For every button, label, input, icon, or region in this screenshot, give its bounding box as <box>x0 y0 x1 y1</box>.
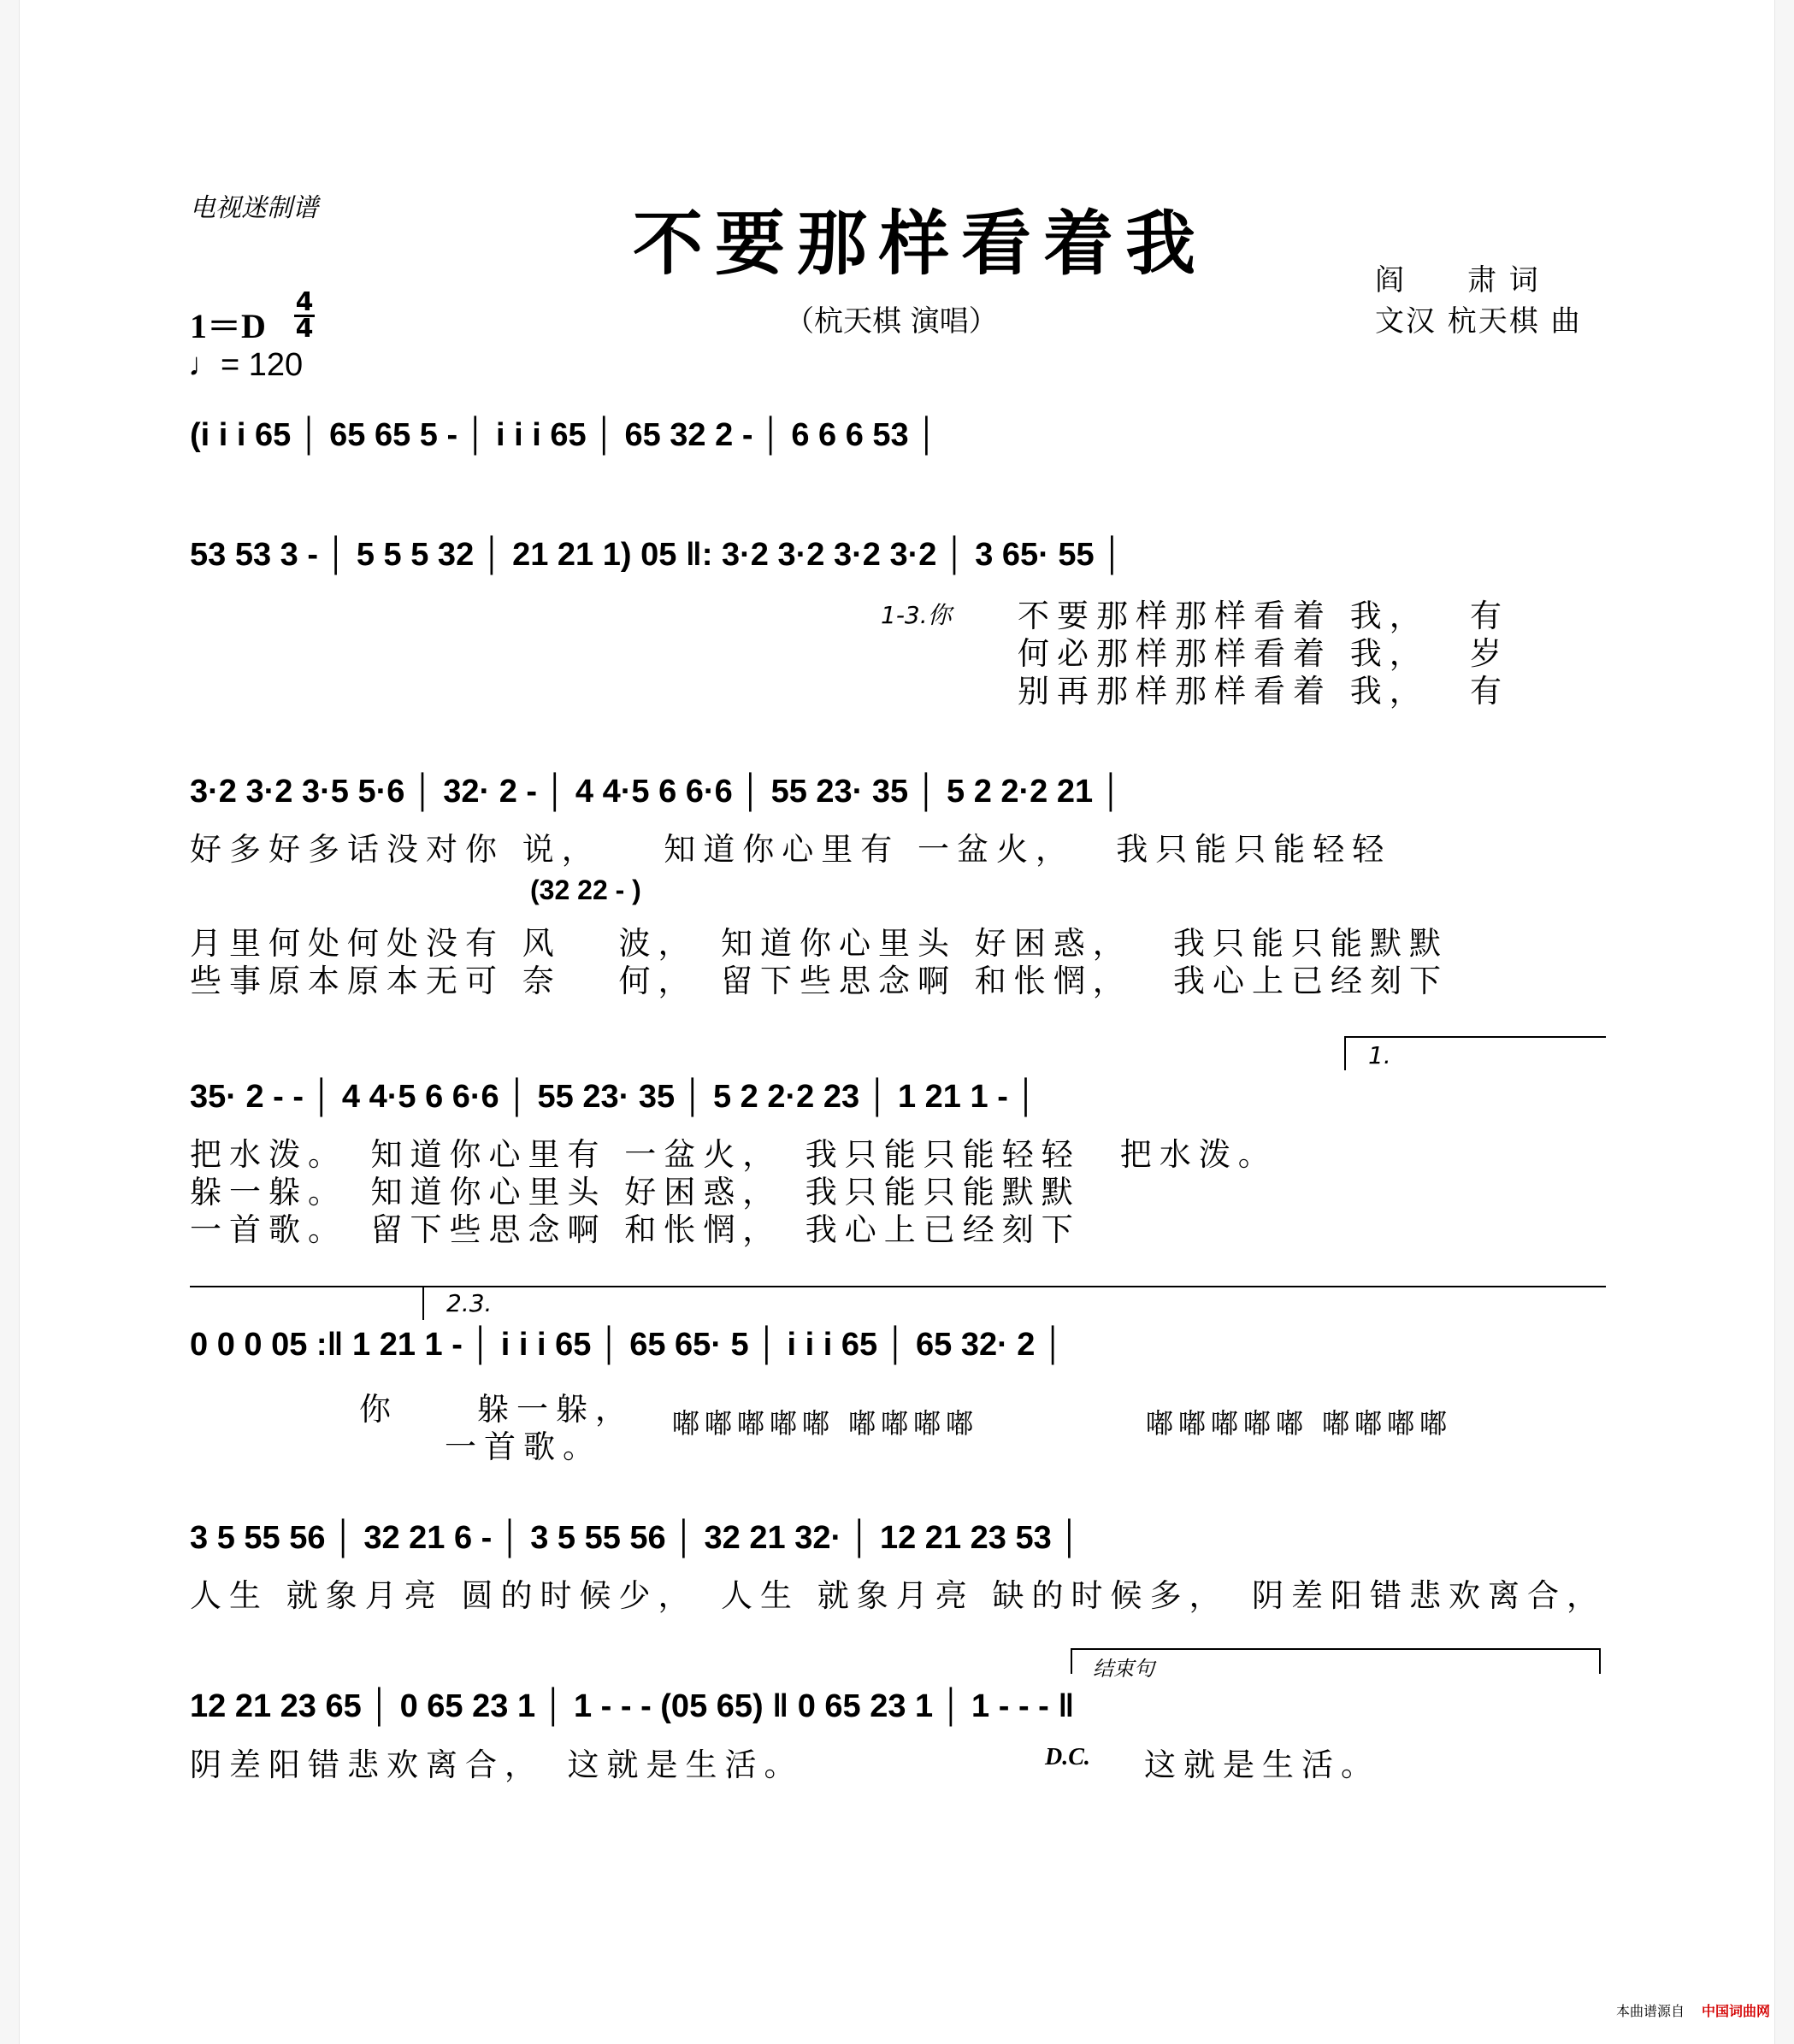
lyric-s4-line1: 把水泼。 知道你心里有 一盆火， 我只能只能轻轻 把水泼。 <box>190 1136 1278 1173</box>
score-maker: 电视迷制谱 <box>190 194 318 222</box>
staff-line-3: 3·2 3·2 3·5 5·6 │ 32· 2 - │ 4 4·5 6 6·6 │ 55 23· 35 │ 5 2 2·2 21 │ <box>190 774 1123 810</box>
verse-marker: 1-3.你 <box>881 601 952 629</box>
ending-bracket <box>1071 1648 1601 1650</box>
time-signature <box>294 287 315 344</box>
lyric-s4-line3: 一首歌。 留下些思念啊 和怅惘， 我心上已经刻下 <box>190 1211 1081 1248</box>
lyric-s5-line1: 你 躲一躲， <box>359 1391 634 1428</box>
key-signature: 1＝D <box>190 307 266 345</box>
staff-line-4: 35· 2 - - │ 4 4·5 6 6·6 │ 55 23· 35 │ 5 2 2·2 23 │ 1 21 1 - │ <box>190 1079 1038 1115</box>
volta-1-bracket-continued <box>190 1286 422 1287</box>
left-margin-strip <box>0 0 20 2044</box>
lyric-s5-du-1: 嘟嘟嘟嘟嘟 嘟嘟嘟嘟 <box>672 1407 979 1440</box>
volta-23-label: 2.3. <box>446 1289 493 1317</box>
lyric-s3-line1: 好多好多话没对你 说， 知道你心里有 一盆火， 我只能只能轻轻 <box>190 831 1392 868</box>
time-signature-bottom: 4 <box>295 314 314 344</box>
song-title: 不要那样看着我 <box>633 203 1208 285</box>
ending-label: 结束句 <box>1093 1657 1154 1681</box>
staff-line-2: 53 53 3 - │ 5 5 5 32 │ 21 21 1) 05 ‖: 3·2 3·2 3·2 3·2 │ 3 65· 55 │ <box>190 537 1124 573</box>
lyric-s5-du-2: 嘟嘟嘟嘟嘟 嘟嘟嘟嘟 <box>1146 1407 1453 1440</box>
lyric-s2-line2: 何必那样那样看着 我， 岁 <box>1018 635 1510 672</box>
composer-credit: 文汉 杭天棋 曲 <box>1375 304 1582 339</box>
staff-line-5: 0 0 0 05 :‖ 1 21 1 - │ i i i 65 │ 65 65· 5 │ i i i 65 │ 65 32· 2 │ <box>190 1327 1065 1363</box>
ending-bracket-left <box>1071 1648 1072 1674</box>
lyric-s4-line2: 躲一躲。 知道你心里头 好困惑， 我只能只能默默 <box>190 1174 1081 1210</box>
staff-line-7: 12 21 23 65 │ 0 65 23 1 │ 1 - - - (05 65) ‖ 0 65 23 1 │ 1 - - - ‖ <box>190 1688 1075 1724</box>
alt-melody: (32 22 - ) <box>530 875 641 905</box>
performer: （杭天棋 演唱） <box>785 304 998 339</box>
tempo-mark: ♩= 120 <box>188 347 304 383</box>
staff-line-6: 3 5 55 56 │ 32 21 6 - │ 3 5 55 56 │ 32 21 32· │ 12 21 23 53 │ <box>190 1520 1082 1556</box>
lyric-s2-line1: 不要那样那样看着 我， 有 <box>1018 598 1510 634</box>
lyric-s7-ending: 这就是生活。 <box>1144 1747 1380 1783</box>
lyric-s7-line1: 阴差阳错悲欢离合， 这就是生活。 <box>190 1747 804 1783</box>
volta-1-label: 1. <box>1368 1041 1391 1069</box>
volta-23-bracket <box>422 1286 1606 1287</box>
volta-23-bracket-edge <box>422 1286 424 1320</box>
footer-source: 本曲谱源自 <box>1615 2003 1685 2019</box>
lyric-s5-line2: 一首歌。 <box>445 1428 602 1465</box>
lyric-s3-line2: 月里何处何处没有 风 波， 知道你心里头 好困惑， 我只能只能默默 <box>190 925 1449 962</box>
right-margin-strip <box>1774 0 1794 2044</box>
staff-line-1: (i i i 65 │ 65 65 5 - │ i i i 65 │ 65 32 2 - │ 6 6 6 53 │ <box>190 417 938 453</box>
time-signature-top: 4 <box>295 287 314 317</box>
dc-mark: D.C. <box>1045 1744 1090 1770</box>
footer-site-link[interactable]: 中国词曲网 <box>1701 2003 1770 2019</box>
lyric-s6-line1: 人生 就象月亮 圆的时候少， 人生 就象月亮 缺的时候多， 阴差阳错悲欢离合， <box>190 1577 1607 1614</box>
lyric-s2-line3: 别再那样那样看着 我， 有 <box>1018 673 1510 710</box>
ending-bracket-right <box>1599 1648 1601 1674</box>
volta-1-bracket <box>1344 1036 1606 1038</box>
lyricist-credit: 阎 肃 词 <box>1375 263 1540 297</box>
lyric-s3-line3: 些事原本原本无可 奈 何， 留下些思念啊 和怅惘， 我心上已经刻下 <box>190 963 1449 999</box>
volta-1-bracket-edge <box>1344 1036 1346 1070</box>
